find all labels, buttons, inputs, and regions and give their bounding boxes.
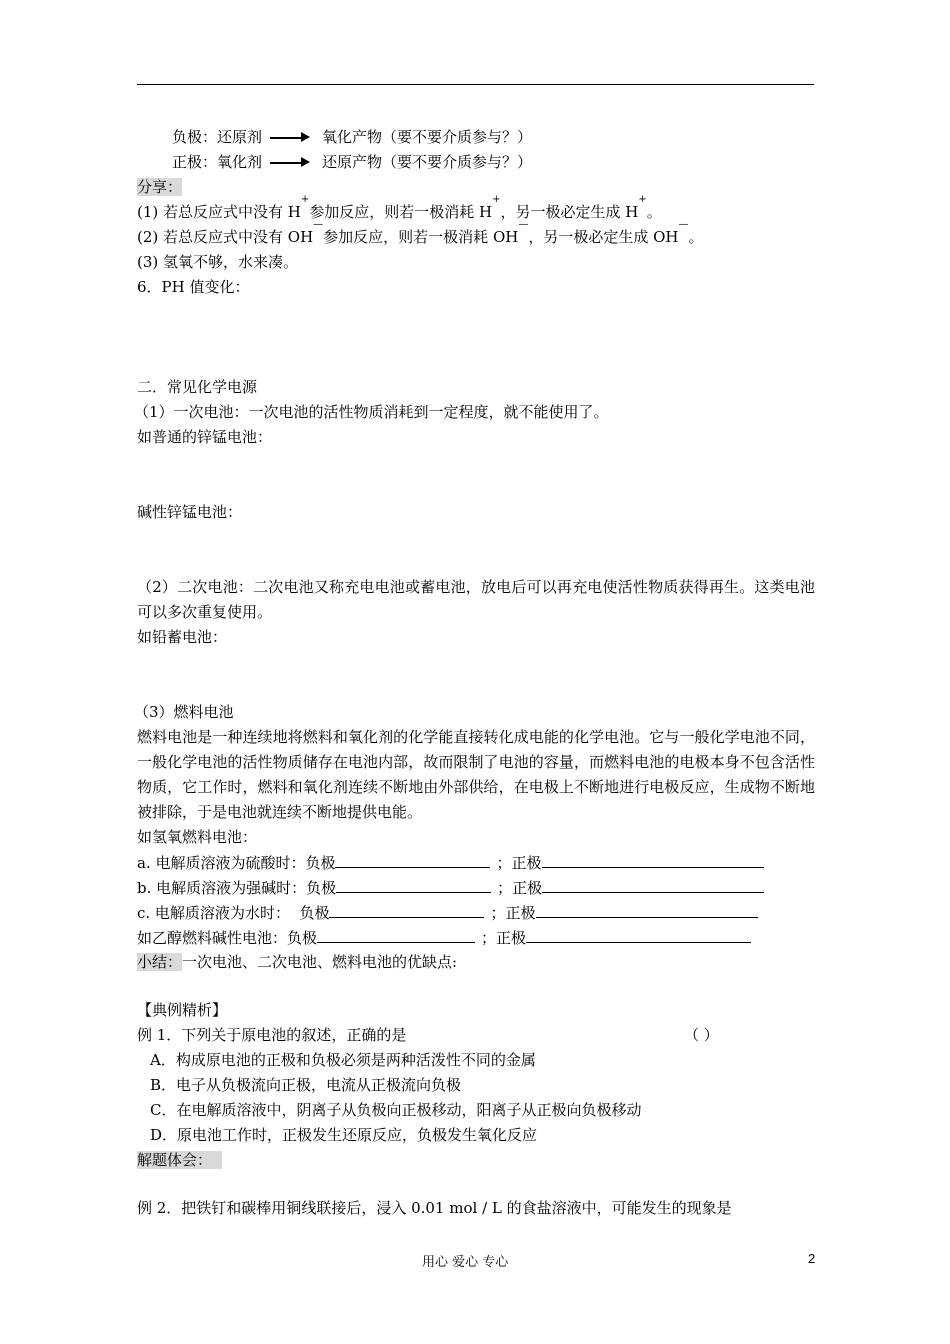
reflection-text: 解题体会： [137, 1151, 222, 1169]
example1-answer-paren[interactable]: （ ） [684, 1026, 719, 1044]
blank-positive[interactable] [536, 902, 758, 918]
alkaline-battery: 碱性锌锰电池： [137, 503, 243, 521]
fill-row-c: c. 电解质溶液为水时： 负极 ；正极 [137, 902, 758, 923]
fuel-example: 如氢氧燃料电池： [137, 828, 258, 846]
share-heading [137, 177, 182, 197]
share-heading-text: 分享： [137, 178, 183, 196]
arrow-right-icon [270, 127, 310, 147]
blank-negative[interactable] [329, 902, 484, 918]
fuel-heading: （3）燃料电池 [134, 703, 234, 721]
primary-example: 如普通的锌锰电池： [137, 428, 273, 446]
footer-text: 用心 爱心 专心 [422, 1255, 509, 1270]
example2-stem: 例 2．把铁钉和碳棒用铜线联接后，浸入 0.01 mol / L 的食盐溶液中，可能发生的现象是 [137, 1199, 732, 1217]
secondary-example: 如铅蓄电池： [137, 628, 228, 646]
primary-battery: （1）一次电池：一次电池的活性物质消耗到一定程度，就不能使用了。 [134, 403, 609, 421]
example1-stem: 例 1．下列关于原电池的叙述，正确的是 [137, 1026, 407, 1044]
blank-positive[interactable] [542, 852, 764, 868]
reflection [137, 1150, 222, 1170]
page-number: 2 [808, 1251, 816, 1266]
blank-positive[interactable] [542, 877, 764, 893]
blank-negative[interactable] [335, 852, 490, 868]
arrow-right-icon [270, 152, 310, 172]
secondary-battery: （2）二次电池：二次电池又称充电电池或蓄电池，放电后可以再充电使活性物质获得再生。这类电池可以多次重复使用。 [137, 578, 815, 621]
summary [137, 952, 457, 972]
rule-result: 氧化产物（要不要介质参与？） [322, 128, 533, 146]
rule-label: 负极：还原剂 [172, 128, 263, 146]
fill-row-b: b. 电解质溶液为强碱时：负极 ；正极 [137, 877, 764, 898]
positive-electrode-rule [172, 152, 532, 172]
ph-change: 6．PH 值变化： [137, 278, 250, 296]
share-item-3: (3) 氢氧不够，水来凑。 [137, 253, 299, 271]
fuel-description: 燃料电池是一种连续地将燃料和氧化剂的化学能直接转化成电能的化学电池。它与一般化学电池不同，一般化学电池的活性物质储存在电池内部，故而限制了电池的容量，而燃料电池的电极本身不包含活性物质，它工作时，燃料和氧化剂连续不断地由外部供给，在电极上不断地进行电极反应，生成物不断地被排除，于是电池就连续不断地提供电能。 [137, 728, 815, 821]
summary-heading: 小结： [137, 953, 183, 971]
rule-result: 还原产物（要不要介质参与？） [322, 153, 533, 171]
fill-row-ethanol: 如乙醇燃料碱性电池：负极 ；正极 [137, 927, 751, 948]
option-a: A．构成原电池的正极和负极必须是两种活泼性不同的金属 [150, 1051, 536, 1069]
blank-negative[interactable] [317, 927, 475, 943]
section2-heading: 二．常见化学电源 [137, 378, 258, 396]
option-c: C．在电解质溶液中，阴离子从负极向正极移动，阳离子从正极向负极移动 [150, 1101, 642, 1119]
share-item-2: (2) 若总反应式中没有 OH—参加反应，则若一极消耗 OH—，另一极必定生成 OH—。 [137, 219, 704, 246]
option-d: D．原电池工作时，正极发生还原反应，负极发生氧化反应 [150, 1126, 538, 1144]
option-b: B．电子从负极流向正极，电流从正极流向负极 [150, 1076, 462, 1094]
rule-label: 正极：氧化剂 [172, 153, 263, 171]
fill-row-a: a. 电解质溶液为硫酸时：负极 ；正极 [137, 852, 764, 873]
blank-negative[interactable] [336, 877, 491, 893]
share-item-1: (1) 若总反应式中没有 H+参加反应，则若一极消耗 H+，另一极必定生成 H+。 [137, 194, 662, 221]
negative-electrode-rule [172, 127, 532, 147]
header-rule [137, 84, 814, 85]
blank-positive[interactable] [526, 927, 751, 943]
summary-text: 一次电池、二次电池、燃料电池的优缺点: [182, 953, 458, 971]
examples-heading: 【典例精析】 [137, 1001, 228, 1019]
